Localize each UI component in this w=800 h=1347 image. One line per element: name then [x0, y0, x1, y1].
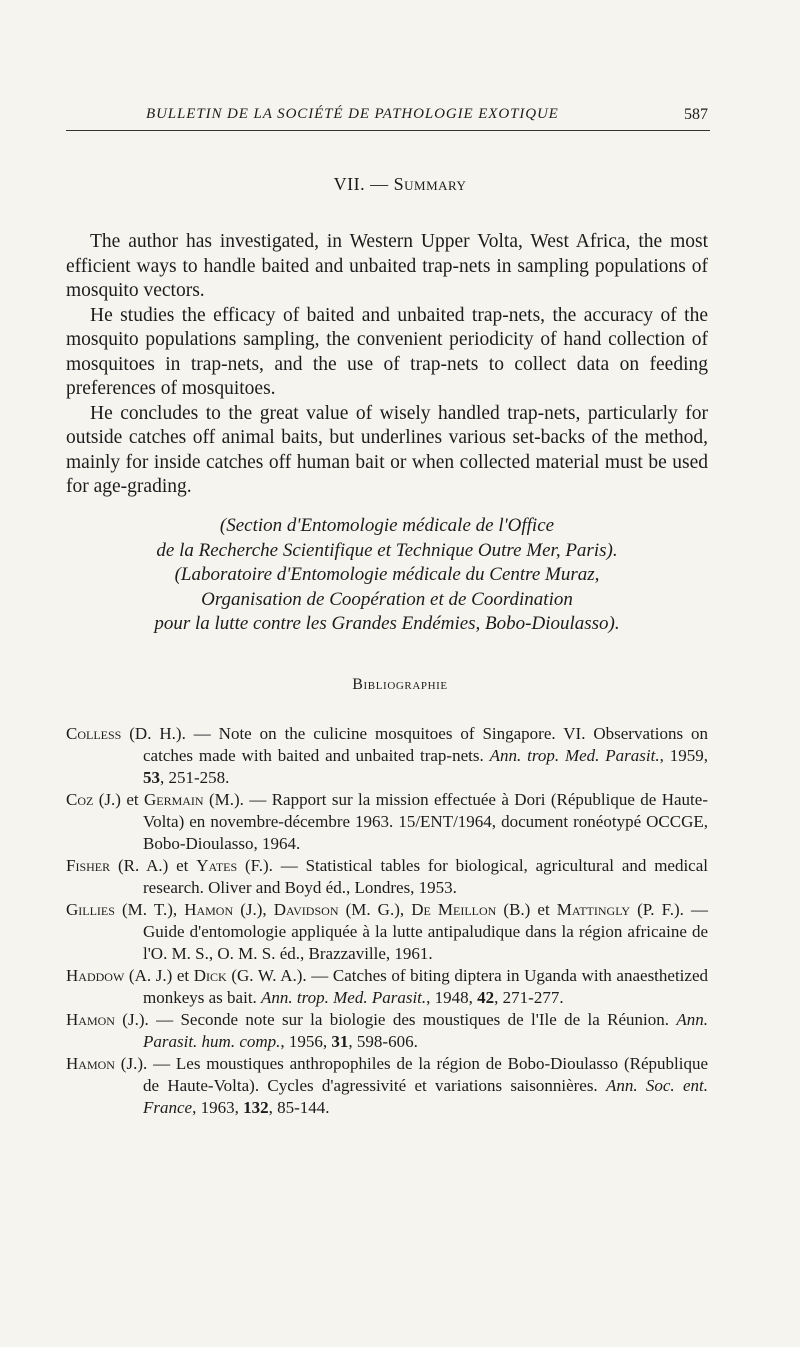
affiliation-block	[66, 514, 708, 637]
section-number: VII. —	[333, 174, 389, 194]
ref-text: (A. J.) et	[124, 966, 194, 985]
summary-body	[66, 230, 708, 500]
ref-text: (B.) et	[496, 900, 557, 919]
ref-author: Germain	[143, 790, 204, 809]
ref-author: Yates	[196, 856, 238, 875]
ref-author: Coz	[66, 790, 94, 809]
ref-text: (M. G.),	[338, 900, 412, 919]
bibliography-entry	[66, 1053, 708, 1119]
ref-author: De Meillon	[411, 900, 497, 919]
ref-pages: , 598-606.	[348, 1032, 418, 1051]
ref-text: (P. F.). — Guide d'entomologie appliquée à la lutte antipaludique dans la région africaine de l'O. M. S., O. M. S. éd., Brazzaville, 1961.	[143, 900, 708, 963]
ref-volume: 31	[331, 1032, 349, 1051]
ref-text: (J.),	[233, 900, 274, 919]
ref-author: Gillies	[66, 900, 115, 919]
ref-journal: Ann. trop. Med. Parasit.	[261, 988, 427, 1007]
summary-paragraph: He concludes to the great value of wisely handled trap-nets, particularly for outside catches off animal baits, but underlines various set-backs of the method, mainly for inside catches off human bait or when collected material must be used for age-grading.	[66, 402, 708, 497]
ref-pages: , 85-144.	[268, 1098, 330, 1117]
section-title	[0, 174, 800, 195]
bibliography-entry	[66, 723, 708, 789]
ref-text: (M.). — Rapport sur la mission effectuée à Dori (République de Haute-Volta) en novembre-décembre 1963. 15/ENT/1964, document ronéotypé OCCGE, Bobo-Dioulasso, 1964.	[143, 790, 708, 853]
ref-text: (D. H.). — Note on the culicine mosquitoes of Singapore. VI. Observations on catches made with baited and unbaited trap-nets.	[121, 724, 708, 765]
ref-year: , 1963,	[192, 1098, 244, 1117]
bibliography-entry	[66, 1009, 708, 1053]
ref-author: Colless	[66, 724, 122, 743]
ref-author: Hamon	[66, 1010, 115, 1029]
bibliography-entry	[66, 899, 708, 965]
ref-text: (J.). — Les moustiques anthropophiles de la région de Bobo-Dioulasso (République de Haute-Volta). Cycles d'agressivité et variations saisonnières.	[114, 1054, 708, 1095]
ref-journal: Ann. Parasit. hum. comp.	[143, 1010, 708, 1051]
bibliography-entry	[66, 855, 708, 899]
ref-text: (J.) et	[93, 790, 144, 809]
ref-author: Fisher	[66, 856, 111, 875]
summary-paragraph: He studies the efficacy of baited and unbaited trap-nets, the accuracy of the mosquito populations sampling, the convenient periodicity of hand collection of mosquitoes in trap-nets, and the use of trap-nets to collect data on feeding preferences of mosquitoes.	[66, 304, 708, 399]
ref-year: , 1956,	[280, 1032, 332, 1051]
bibliography-list	[66, 723, 708, 1119]
page-header	[66, 104, 710, 131]
ref-journal: Ann. trop. Med. Parasit.	[489, 746, 660, 765]
ref-pages: , 271-277.	[494, 988, 564, 1007]
summary-paragraph: The author has investigated, in Western Upper Volta, West Africa, the most efficient ways to handle baited and unbaited trap-nets in sampling populations of mosquito vectors.	[66, 231, 708, 301]
ref-text: (M. T.),	[114, 900, 185, 919]
running-title: BULLETIN DE LA SOCIÉTÉ DE PATHOLOGIE EXOTIQUE	[146, 106, 559, 122]
ref-author: Davidson	[273, 900, 339, 919]
ref-year: , 1959,	[659, 746, 708, 765]
affiliation-line: (Section d'Entomologie médicale de l'Office	[219, 515, 555, 536]
affiliation-line: Organisation de Coopération et de Coordination	[201, 588, 573, 610]
affiliation-line: pour la lutte contre les Grandes Endémies, Bobo-Dioulasso).	[154, 613, 620, 634]
ref-author: Mattingly	[556, 900, 630, 919]
ref-volume: 53	[143, 768, 160, 787]
ref-author: Hamon	[66, 1054, 115, 1073]
ref-volume: 132	[243, 1098, 269, 1117]
ref-pages: , 251-258.	[160, 768, 230, 787]
ref-journal: Ann. Soc. ent. France	[143, 1076, 708, 1117]
bibliography-title: Bibliographie	[352, 676, 448, 693]
ref-volume: 42	[477, 988, 495, 1007]
ref-author: Haddow	[66, 966, 125, 985]
ref-text: (G. W. A.). — Catches of biting diptera in Uganda with anaesthetized monkeys as bait.	[143, 966, 708, 1007]
affiliation-line: (Laboratoire d'Entomologie médicale du Centre Muraz,	[174, 564, 600, 585]
ref-year: , 1948,	[426, 988, 478, 1007]
bibliography-entry	[66, 789, 708, 855]
affiliation-line: de la Recherche Scientifique et Technique Outre Mer, Paris).	[156, 539, 618, 561]
page-number: 587	[684, 106, 708, 123]
ref-text: (J.). — Seconde note sur la biologie des moustiques de l'Ile de la Réunion.	[114, 1010, 677, 1029]
bibliography-entry	[66, 965, 708, 1009]
ref-text: (F.). — Statistical tables for biological, agricultural and medical research. Oliver and Boyd éd., Londres, 1953.	[143, 856, 708, 897]
ref-text: (R. A.) et	[110, 856, 197, 875]
ref-author: Hamon	[184, 900, 234, 919]
ref-author: Dick	[193, 966, 227, 985]
section-title-text: Summary	[393, 174, 467, 194]
